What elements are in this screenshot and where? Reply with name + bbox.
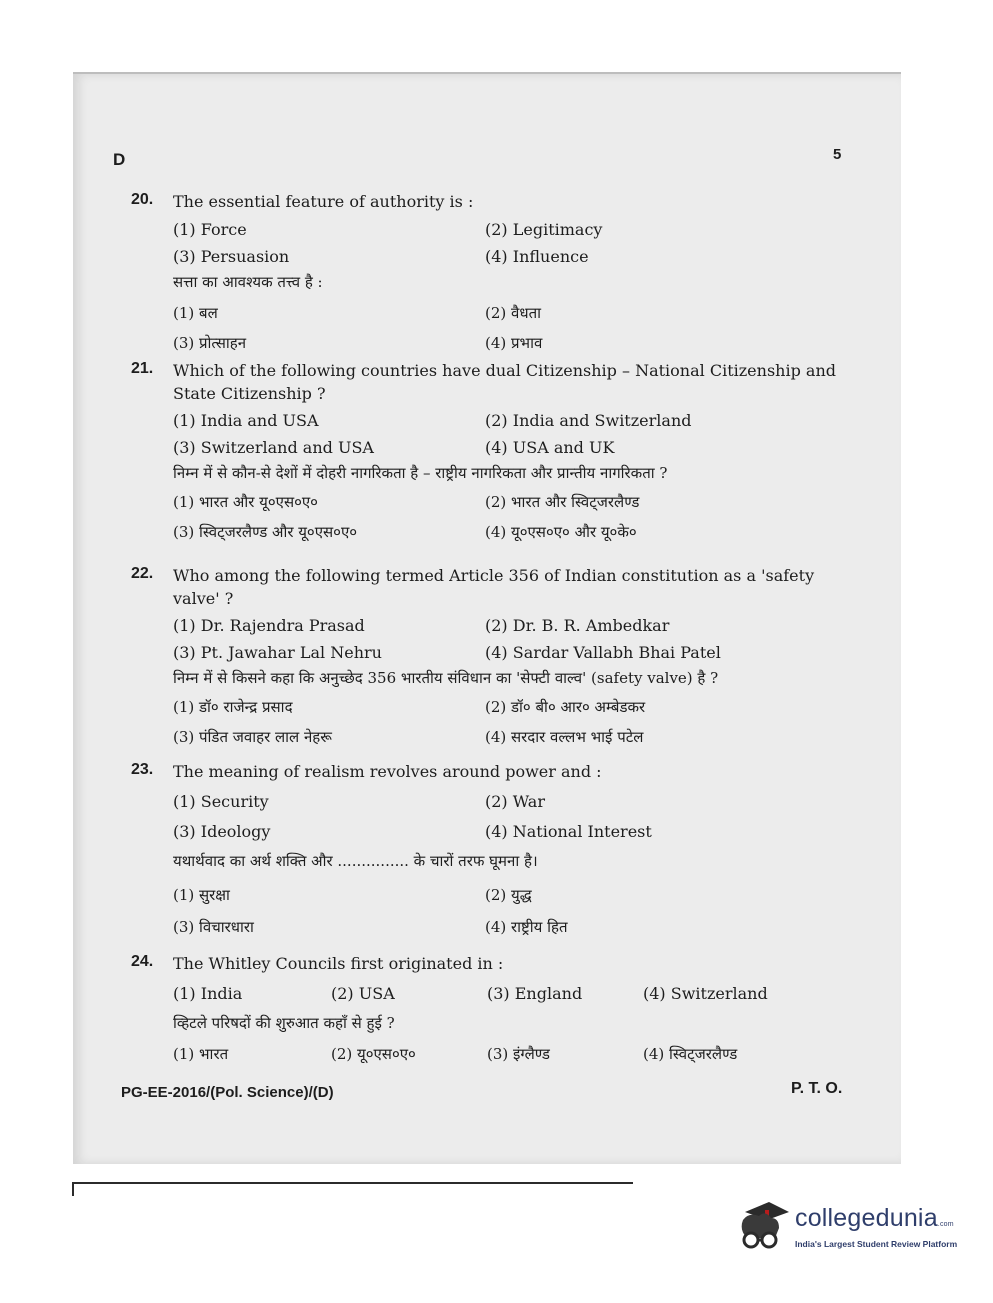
question-text-hi: निम्न में से किसने कहा कि अनुच्छेद 356 भारतीय संविधान का 'सेफ्टी वाल्व' (safety valve) है ? (173, 669, 719, 687)
option-1-en: (1) India and USA (173, 411, 319, 430)
watermark-tagline: India's Largest Student Review Platform (795, 1239, 958, 1249)
watermark-brand (795, 1204, 954, 1233)
question-text-hi: निम्न में से कौन-से देशों में दोहरी नागरिकता है – राष्ट्रीय नागरिकता और प्रान्तीय नागरिकता ? (173, 464, 668, 482)
option-3-hi: (3) इंग्लैण्ड (487, 1045, 550, 1063)
question-text-en: The Whitley Councils first originated in : (173, 954, 504, 973)
option-4-en: (4) USA and UK (485, 438, 615, 457)
question-text-hi: सत्ता का आवश्यक तत्त्व है : (173, 273, 323, 291)
option-1-hi: (1) बल (173, 304, 218, 322)
set-letter: D (113, 150, 126, 169)
watermark-brand-suffix: .com (937, 1221, 954, 1228)
question-text-en: Who among the following termed Article 356 of Indian constitution as a 'safety valve' ? (173, 566, 815, 608)
option-2-hi: (2) यू०एस०ए० (331, 1045, 416, 1063)
option-2-en: (2) Legitimacy (485, 220, 603, 239)
option-4-hi: (4) राष्ट्रीय हित (485, 918, 568, 936)
scan-edge-tick (72, 1182, 74, 1196)
question-text-hi: यथार्थवाद का अर्थ शक्ति और ............... के चारों तरफ घूमना है। (173, 852, 538, 870)
question-text-en: Which of the following countries have dual Citizenship – National Citizenship and State Citizenship ? (173, 361, 836, 403)
option-1-en: (1) Force (173, 220, 247, 239)
option-2-hi: (2) डॉ० बी० आर० अम्बेडकर (485, 698, 646, 716)
paper-code: PG-EE-2016/(Pol. Science)/(D) (121, 1084, 334, 1101)
option-2-hi: (2) भारत और स्विट्जरलैण्ड (485, 493, 640, 511)
question-number: 21. (131, 360, 154, 377)
option-3-en: (3) Pt. Jawahar Lal Nehru (173, 643, 382, 662)
option-2-en: (2) War (485, 792, 545, 811)
option-4-hi: (4) सरदार वल्लभ भाई पटेल (485, 728, 644, 746)
option-1-en: (1) India (173, 984, 243, 1003)
graduate-mascot-icon (735, 1198, 791, 1254)
exam-page (73, 72, 901, 1164)
question-text-en: The meaning of realism revolves around power and : (173, 762, 602, 781)
question-number: 24. (131, 953, 154, 970)
scan-edge-line (73, 1182, 633, 1184)
option-1-hi: (1) डॉ० राजेन्द्र प्रसाद (173, 698, 293, 716)
question-number: 22. (131, 565, 154, 582)
watermark-brand-name: collegedunia (795, 1204, 938, 1232)
option-4-hi: (4) प्रभाव (485, 334, 543, 352)
option-1-hi: (1) सुरक्षा (173, 886, 230, 904)
option-2-en: (2) Dr. B. R. Ambedkar (485, 616, 670, 635)
option-1-en: (1) Security (173, 792, 269, 811)
question-23 (131, 760, 841, 943)
option-3-en: (3) England (487, 984, 583, 1003)
option-4-en: (4) Influence (485, 247, 589, 266)
question-text-hi: व्हिटले परिषदों की शुरुआत कहाँ से हुई ? (173, 1014, 395, 1032)
option-4-en: (4) National Interest (485, 822, 652, 841)
question-21 (131, 359, 841, 547)
option-2-hi: (2) युद्ध (485, 886, 532, 904)
option-2-en: (2) India and Switzerland (485, 411, 692, 430)
option-4-en: (4) Sardar Vallabh Bhai Patel (485, 643, 721, 662)
option-3-hi: (3) स्विट्जरलैण्ड और यू०एस०ए० (173, 523, 358, 541)
option-3-en: (3) Switzerland and USA (173, 438, 374, 457)
option-4-hi: (4) यू०एस०ए० और यू०के० (485, 523, 637, 541)
question-number: 23. (131, 761, 154, 778)
option-3-hi: (3) प्रोत्साहन (173, 334, 247, 352)
option-1-hi: (1) भारत (173, 1045, 229, 1063)
pto-label: P. T. O. (791, 1080, 843, 1097)
page-number: 5 (833, 146, 842, 163)
option-2-hi: (2) वैधता (485, 304, 542, 322)
option-1-en: (1) Dr. Rajendra Prasad (173, 616, 365, 635)
question-number: 20. (131, 191, 154, 208)
option-3-hi: (3) पंडित जवाहर लाल नेहरू (173, 728, 332, 746)
option-3-en: (3) Persuasion (173, 247, 290, 266)
question-20 (131, 190, 841, 358)
option-3-hi: (3) विचारधारा (173, 918, 254, 936)
collegedunia-watermark (735, 1196, 965, 1260)
question-24 (131, 952, 841, 1069)
option-4-hi: (4) स्विट्जरलैण्ड (643, 1045, 738, 1063)
question-22 (131, 564, 841, 752)
question-text-en: The essential feature of authority is : (173, 192, 474, 211)
option-4-en: (4) Switzerland (643, 984, 768, 1003)
option-3-en: (3) Ideology (173, 822, 271, 841)
option-1-hi: (1) भारत और यू०एस०ए० (173, 493, 318, 511)
option-2-en: (2) USA (331, 984, 395, 1003)
